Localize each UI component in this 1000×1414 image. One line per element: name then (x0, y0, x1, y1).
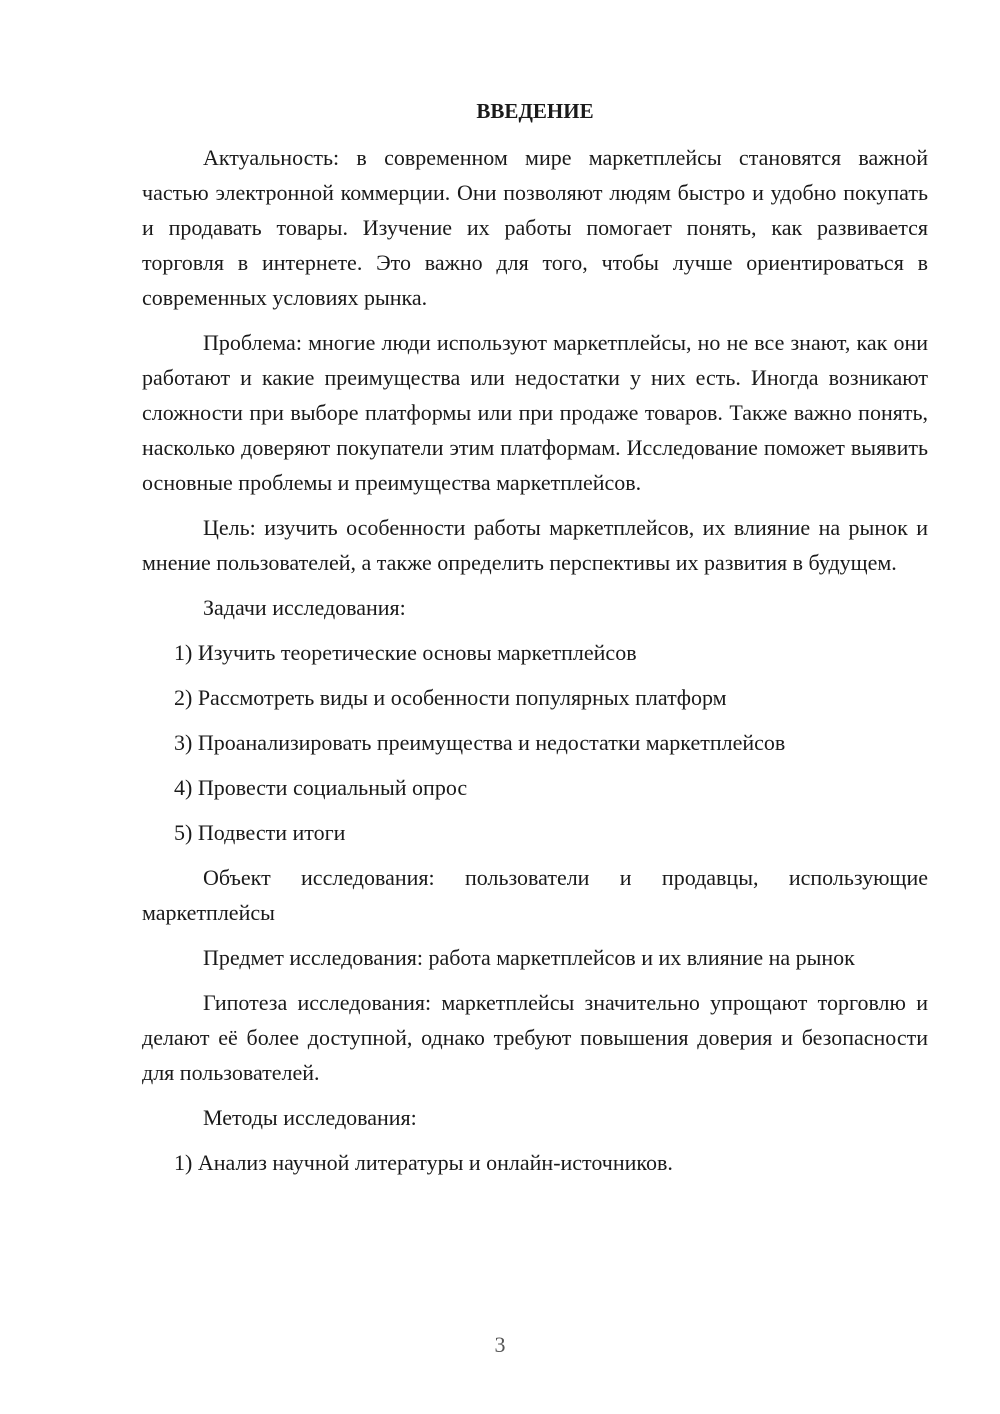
document-page (142, 94, 928, 1190)
object-paragraph: Объект исследования: пользователи и продавцы, использующие маркетплейсы (142, 865, 928, 925)
page-title: ВВЕДЕНИЕ (476, 99, 594, 123)
relevance-paragraph: Актуальность: в современном мире маркетплейсы становятся важной частью электронной коммерции. Они позволяют людям быстро и удобно покупать и продавать товары. Изучение их работы помогает понять, как развивается торговля в интернете. Это важно для того, чтобы лучше ориентироваться в современных условиях рынка. (142, 145, 928, 310)
list-item: 1) Изучить теоретические основы маркетплейсов (174, 640, 637, 665)
list-item: 5) Подвести итоги (174, 820, 346, 845)
goal-paragraph: Цель: изучить особенности работы маркетплейсов, их влияние на рынок и мнение пользователей, а также определить перспективы их развития в будущем. (142, 515, 928, 575)
tasks-list (142, 635, 928, 850)
problem-paragraph: Проблема: многие люди используют маркетплейсы, но не все знают, как они работают и какие преимущества или недостатки у них есть. Иногда возникают сложности при выборе платформы или при продаже товаров. Также важно понять, насколько доверяют покупатели этим платформам. Исследование поможет выявить основные проблемы и преимущества маркетплейсов. (142, 330, 928, 495)
list-item: 2) Рассмотреть виды и особенности популярных платформ (174, 685, 727, 710)
methods-list (142, 1145, 928, 1180)
list-item: 1) Анализ научной литературы и онлайн-источников. (174, 1150, 673, 1175)
page-number: 3 (494, 1332, 506, 1357)
methods-heading: Методы исследования: (203, 1105, 417, 1130)
list-item: 4) Провести социальный опрос (174, 775, 468, 800)
list-item: 3) Проанализировать преимущества и недостатки маркетплейсов (174, 730, 786, 755)
tasks-heading: Задачи исследования: (203, 595, 406, 620)
subject-paragraph: Предмет исследования: работа маркетплейсов и их влияние на рынок (203, 945, 855, 970)
hypothesis-paragraph: Гипотеза исследования: маркетплейсы значительно упрощают торговлю и делают её более доступной, однако требуют повышения доверия и безопасности для пользователей. (142, 990, 928, 1085)
